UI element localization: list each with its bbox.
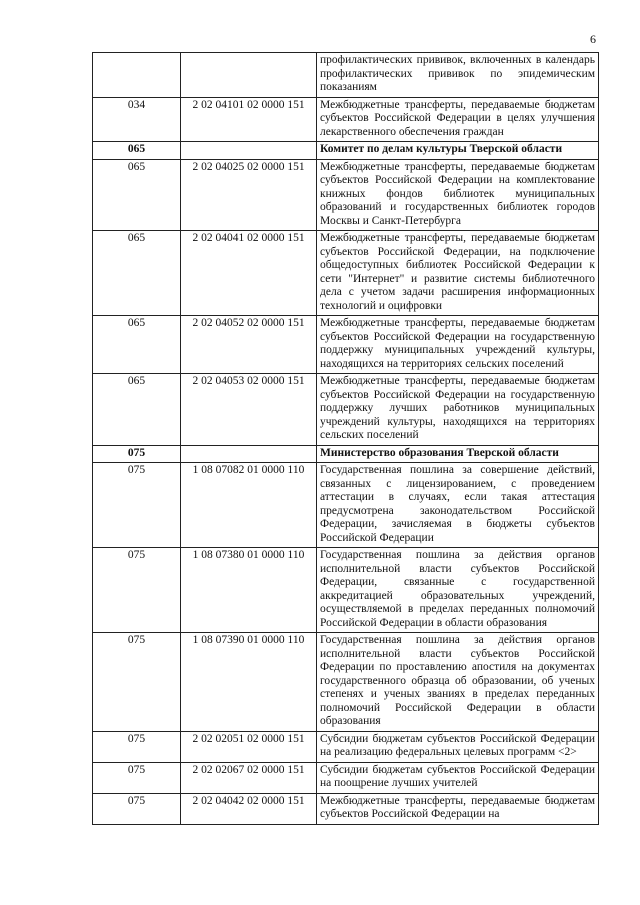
administrator-code-cell: 075	[93, 463, 181, 548]
administrator-code-cell: 065	[93, 159, 181, 231]
administrator-code-cell: 065	[93, 142, 181, 160]
revenue-description-cell: Комитет по делам культуры Тверской области	[317, 142, 599, 160]
table-row	[93, 53, 599, 98]
revenue-codes-table	[92, 52, 599, 825]
budget-classification-code-cell	[181, 142, 317, 160]
administrator-code-cell: 034	[93, 97, 181, 142]
budget-classification-code-cell: 2 02 02051 02 0000 151	[181, 731, 317, 762]
revenue-description-cell: Государственная пошлина за совершение действий, связанных с лицензированием, с проведением аттестации в случаях, если такая аттестация предусмотрена законодательством Российской Федерации, зачисляемая в бюджеты субъектов Российской Федерации	[317, 463, 599, 548]
revenue-description-cell: Государственная пошлина за действия органов исполнительной власти субъектов Российской Федерации, связанные с государственной аккредитацией образовательных учреждений, осуществляемой в пределах переданных полномочий Российской Федерации в области образования	[317, 548, 599, 633]
page-number: 6	[590, 32, 596, 46]
administrator-code-cell: 065	[93, 231, 181, 316]
budget-classification-code-cell: 2 02 04101 02 0000 151	[181, 97, 317, 142]
revenue-description-cell: Министерство образования Тверской области	[317, 445, 599, 463]
budget-classification-code-cell: 2 02 04042 02 0000 151	[181, 793, 317, 824]
administrator-code-cell: 075	[93, 793, 181, 824]
table-row	[93, 463, 599, 548]
table-row	[93, 793, 599, 824]
table-row	[93, 762, 599, 793]
administrator-code-cell: 075	[93, 548, 181, 633]
revenue-description-cell: Межбюджетные трансферты, передаваемые бюджетам субъектов Российской Федерации, на подключение общедоступных библиотек Российской Федерации к сети "Интернет" и развитие системы библиотечного дела с учетом задачи расширения информационных технологий и оцифровки	[317, 231, 599, 316]
administrator-code-cell: 075	[93, 633, 181, 732]
revenue-description-cell: Межбюджетные трансферты, передаваемые бюджетам субъектов Российской Федерации в целях улучшения лекарственного обеспечения граждан	[317, 97, 599, 142]
table-row	[93, 316, 599, 374]
section-header-row	[93, 142, 599, 160]
administrator-code-cell: 075	[93, 762, 181, 793]
administrator-code-cell: 065	[93, 374, 181, 446]
section-header-row	[93, 445, 599, 463]
revenue-description-cell: профилактических прививок, включенных в календарь профилактических прививок по эпидемическим показаниям	[317, 53, 599, 98]
budget-classification-code-cell: 2 02 04041 02 0000 151	[181, 231, 317, 316]
revenue-description-cell: Субсидии бюджетам субъектов Российской Федерации на реализацию федеральных целевых программ <2>	[317, 731, 599, 762]
table-row	[93, 231, 599, 316]
budget-classification-code-cell	[181, 53, 317, 98]
revenue-description-cell: Межбюджетные трансферты, передаваемые бюджетам субъектов Российской Федерации на государственную поддержку лучших работников муниципальных учреждений культуры, находящихся на территориях сельских поселений	[317, 374, 599, 446]
table-row	[93, 633, 599, 732]
revenue-description-cell: Субсидии бюджетам субъектов Российской Федерации на поощрение лучших учителей	[317, 762, 599, 793]
budget-classification-code-cell: 2 02 02067 02 0000 151	[181, 762, 317, 793]
table-row	[93, 374, 599, 446]
table-row	[93, 548, 599, 633]
table-row	[93, 97, 599, 142]
revenue-description-cell: Государственная пошлина за действия органов исполнительной власти субъектов Российской Федерации по проставлению апостиля на документах государственного образца об образовании, об ученых степенях и ученых званиях в пределах переданных полномочий Российской Федерации в области образования	[317, 633, 599, 732]
budget-classification-code-cell: 2 02 04052 02 0000 151	[181, 316, 317, 374]
revenue-description-cell: Межбюджетные трансферты, передаваемые бюджетам субъектов Российской Федерации на	[317, 793, 599, 824]
table-row	[93, 731, 599, 762]
budget-classification-code-cell: 2 02 04025 02 0000 151	[181, 159, 317, 231]
budget-classification-code-cell	[181, 445, 317, 463]
budget-classification-code-cell: 1 08 07082 01 0000 110	[181, 463, 317, 548]
administrator-code-cell: 065	[93, 316, 181, 374]
table-row	[93, 159, 599, 231]
budget-classification-code-cell: 2 02 04053 02 0000 151	[181, 374, 317, 446]
administrator-code-cell: 075	[93, 445, 181, 463]
revenue-description-cell: Межбюджетные трансферты, передаваемые бюджетам субъектов Российской Федерации на государственную поддержку муниципальных учреждений культуры, находящихся на территориях сельских поселений	[317, 316, 599, 374]
administrator-code-cell: 075	[93, 731, 181, 762]
administrator-code-cell	[93, 53, 181, 98]
budget-classification-code-cell: 1 08 07390 01 0000 110	[181, 633, 317, 732]
table-body	[93, 53, 599, 825]
budget-classification-code-cell: 1 08 07380 01 0000 110	[181, 548, 317, 633]
revenue-description-cell: Межбюджетные трансферты, передаваемые бюджетам субъектов Российской Федерации на комплектование книжных фондов библиотек муниципальных образований и государственных библиотек городов Москвы и Санкт-Петербурга	[317, 159, 599, 231]
